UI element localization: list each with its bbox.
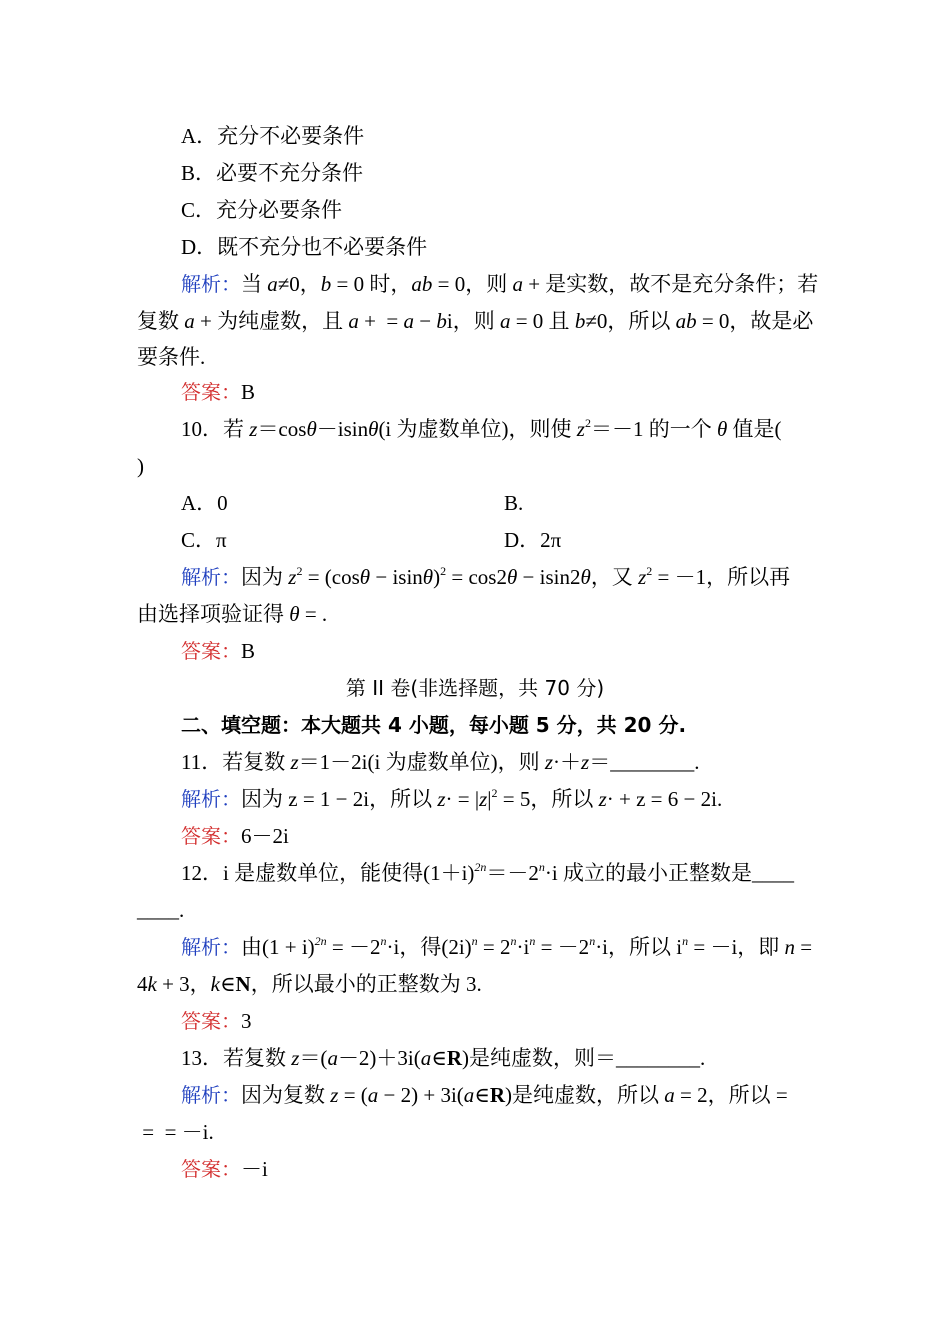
q11-answer: 答案：6－2i [181,824,289,848]
q11-analysis: 解析：因为 z = 1 − 2i，所以 $z\cdot = |z|^2 = 5$，所以 z· + z = 6 − 2i. [181,786,723,811]
q13-answer: 答案：－i [181,1157,268,1181]
q10-stem-line1: 10．若 z＝cosθ－isinθ(i 为虚数单位)，则使 $z^2=-1$ 的一个 θ 值是( [181,416,782,441]
q10-stem-line2: ) [137,454,144,478]
q10-option-a: A．0 [181,491,228,515]
q10-analysis-line1: 解析：因为 $z^2 = (\cos\theta - isin\theta)^2 = \cos 2\theta - isin2\theta$，又 $z^2 = -1$，所以再 [181,564,791,589]
q10-answer: 答案：B [181,639,256,663]
q12-analysis-line1: 解析：由$(1 + i)^{2n} = -2^n\cdot i$，得$(2i)^n = 2^n\cdot i^n = -2^n\cdot i$，所以 $i^n = -i$，即 n = [181,934,813,959]
q9-option-d: D．既不充分也不必要条件 [181,235,428,259]
analysis-label: 解析： [181,272,241,296]
q9-option-b: B．必要不充分条件 [181,161,364,185]
part2-title: 第 II 卷(非选择题，共 70 分) [345,676,605,700]
q9-analysis-line1: 解析：当 a≠0，b = 0 时，ab = 0，则 a + 是实数，故不是充分条件；若 [181,272,819,296]
q10-option-d: D．2π [504,528,562,552]
q11-stem: 11．若复数 z＝1－2i(i 为虚数单位)，则 z·＋z＝________. [181,750,700,774]
q13-stem: 13．若复数 z＝(a－2)＋3i(a∈R)是纯虚数，则＝________. [181,1046,706,1070]
q9-option-c: C．充分必要条件 [181,198,343,222]
q9-option-a: A．充分不必要条件 [181,124,365,148]
q12-stem-line2: ____. [137,898,185,922]
q13-analysis-line2: = = －i. [137,1120,214,1144]
section2-heading: 二、填空题：本大题共 4 小题，每小题 5 分，共 20 分. [181,713,687,737]
q12-analysis-line2: 4k + 3，k∈N，所以最小的正整数为 3. [137,972,482,996]
q10-option-c: C．π [181,528,227,552]
q9-analysis-line2: 复数 a + 为纯虚数，且 a + = a − bi，则 a = 0 且 b≠0，所以 ab = 0，故是必 [137,309,814,333]
q10-option-b: B. [504,491,524,515]
answer-label: 答案： [181,380,241,404]
q12-answer: 答案：3 [181,1009,252,1033]
q10-analysis-line2: 由选择项验证得 θ = . [137,602,328,626]
q12-stem-line1: 12．i 是虚数单位，能使得$(1+i)^{2n}=-2^n\cdot i$ 成立的最小正整数是____ [181,860,794,885]
q13-analysis-line1: 解析：因为复数 z = (a − 2) + 3i(a∈R)是纯虚数，所以 a = 2，所以 = [181,1083,788,1107]
q9-answer: 答案：B [181,380,256,404]
q9-analysis-line3: 要条件. [137,345,206,369]
